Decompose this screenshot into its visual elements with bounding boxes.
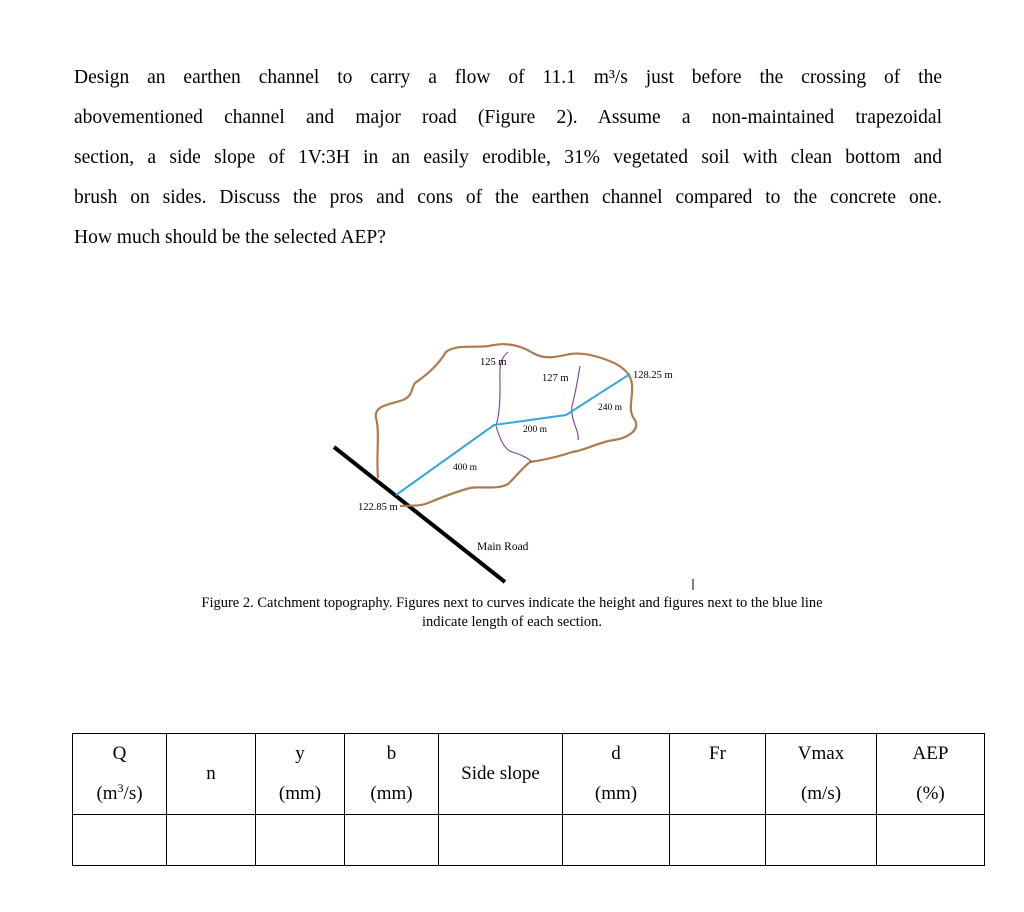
header-fr: Fr bbox=[670, 734, 766, 815]
length-label-240: 240 m bbox=[598, 403, 623, 413]
contour-label-128-25: 128.25 m bbox=[633, 370, 673, 381]
question-text bbox=[74, 58, 942, 258]
question-line-1: Design an earthen channel to carry a flow of 11.1 m³/s just before the crossing of the bbox=[74, 67, 942, 88]
header-n: n bbox=[167, 734, 256, 815]
contour-label-127: 127 m bbox=[542, 373, 569, 384]
cell-n[interactable] bbox=[167, 815, 256, 866]
contour-127 bbox=[572, 366, 580, 440]
length-label-200: 200 m bbox=[523, 425, 548, 435]
length-label-400: 400 m bbox=[453, 463, 478, 473]
header-d: d (mm) bbox=[563, 734, 670, 815]
contour-label-125: 125 m bbox=[480, 357, 507, 368]
main-road-line bbox=[334, 447, 505, 582]
contour-125 bbox=[496, 352, 532, 462]
header-y: y (mm) bbox=[256, 734, 345, 815]
header-side-slope: Side slope bbox=[439, 734, 563, 815]
design-table bbox=[72, 733, 985, 866]
road-label: Main Road bbox=[477, 541, 529, 553]
stream-main bbox=[396, 374, 630, 495]
header-vmax: Vmax (m/s) bbox=[766, 734, 877, 815]
cell-side-slope[interactable] bbox=[439, 815, 563, 866]
question-line-3: section, a side slope of 1V:3H in an easily erodible, 31% vegetated soil with clean bottom and bbox=[74, 147, 942, 168]
cell-fr[interactable] bbox=[670, 815, 766, 866]
table-row bbox=[73, 815, 985, 866]
figure-caption bbox=[60, 594, 964, 632]
cell-vmax[interactable] bbox=[766, 815, 877, 866]
cell-y[interactable] bbox=[256, 815, 345, 866]
question-line-4: brush on sides. Discuss the pros and cons of the earthen channel compared to the concrete one. bbox=[74, 187, 942, 208]
header-aep: AEP (%) bbox=[877, 734, 985, 815]
catchment-figure bbox=[0, 330, 1024, 590]
table-header-row bbox=[73, 734, 985, 815]
header-q: Q $(m^3/s)$ bbox=[73, 734, 167, 815]
cell-aep[interactable] bbox=[877, 815, 985, 866]
cell-q[interactable] bbox=[73, 815, 167, 866]
caption-line-2: indicate length of each section. bbox=[422, 614, 602, 630]
caption-line-1: Figure 2. Catchment topography. Figures next to curves indicate the height and figures next to the blue line bbox=[201, 595, 823, 611]
question-line-5: How much should be the selected AEP? bbox=[74, 227, 386, 248]
cell-d[interactable] bbox=[563, 815, 670, 866]
cell-b[interactable] bbox=[345, 815, 439, 866]
catchment-map bbox=[0, 330, 1024, 590]
header-b: b (mm) bbox=[345, 734, 439, 815]
contour-label-122-85: 122.85 m bbox=[358, 502, 398, 513]
question-line-2: abovementioned channel and major road (Figure 2). Assume a non-maintained trapezoidal bbox=[74, 107, 942, 128]
header-q-unit: $(m^3/s)$ bbox=[96, 781, 143, 804]
